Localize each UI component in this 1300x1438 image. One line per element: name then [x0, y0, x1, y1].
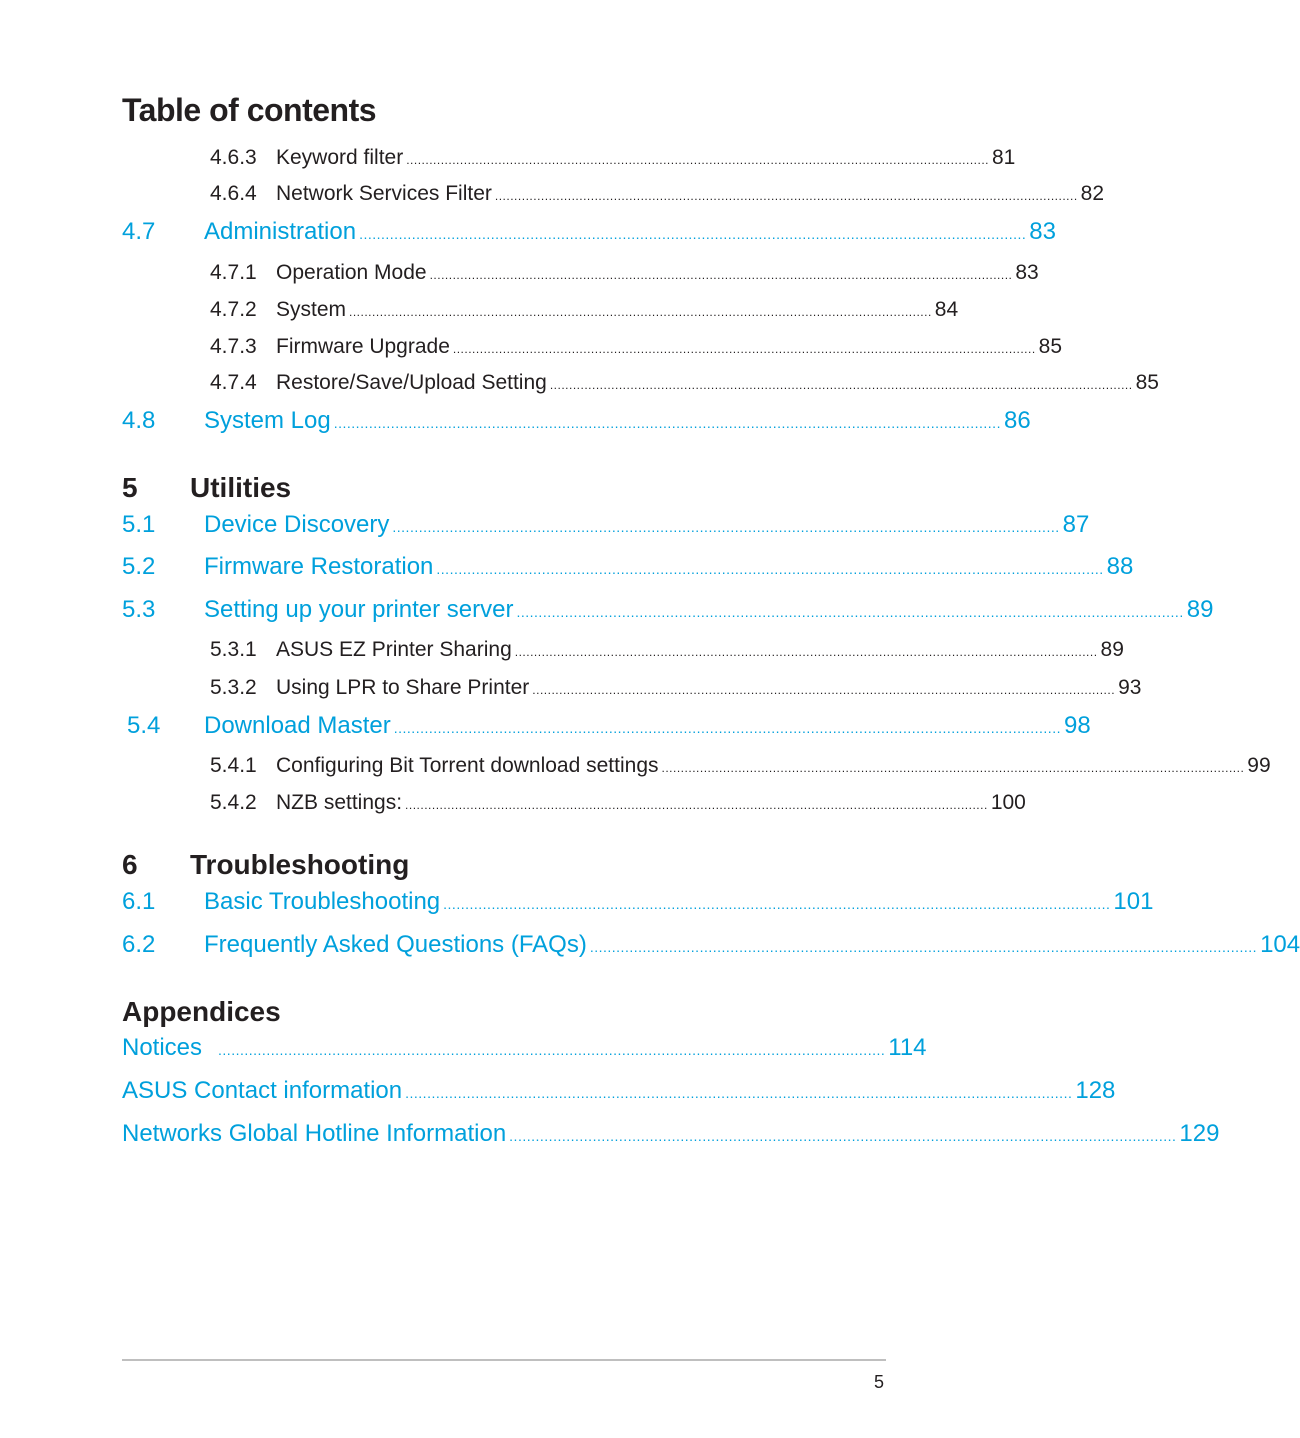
entry-number: 5.4.2 [210, 791, 257, 814]
entry-number: 5.1 [122, 511, 156, 538]
chapter-title: Utilities [190, 472, 292, 503]
entry-title: System Log [204, 407, 331, 434]
dot-leader: ........................................................................................................................................................ [452, 342, 1036, 356]
dot-leader: ........................................................................................................................................................ [218, 1042, 886, 1058]
entry-page: 93 [1118, 676, 1142, 699]
entry-title: Device Discovery [204, 511, 390, 538]
dot-leader: ........................................................................................................................................................ [406, 153, 989, 167]
entry-title: Frequently Asked Questions (FAQs) [204, 931, 587, 958]
dot-leader: ........................................................................................................................................................ [661, 761, 1245, 775]
entry-page: 86 [1003, 407, 1031, 434]
entry-number: 5.4 [127, 712, 161, 739]
dot-leader: ........................................................................................................................................................ [443, 896, 1111, 912]
entry-title: Notices [122, 1034, 203, 1061]
toc-entry-4-7-1[interactable] [0, 261, 1039, 291]
dot-leader: ........................................................................................................................................................ [589, 939, 1258, 955]
toc-entry-5-3-1[interactable] [0, 638, 1124, 668]
dot-leader: ........................................................................................................................................................ [349, 305, 932, 319]
entry-title: Administration [204, 218, 357, 245]
toc-entry-notices[interactable] [0, 1034, 954, 1064]
entry-page: 88 [1106, 553, 1134, 580]
toc-entry-4-6-3[interactable] [0, 146, 1016, 176]
dot-leader: ........................................................................................................................................................ [429, 268, 1013, 282]
entry-page: 82 [1080, 182, 1105, 205]
entry-page: 104 [1260, 931, 1300, 958]
dot-leader: ........................................................................................................................................................ [392, 519, 1060, 535]
toc-entry-5-4[interactable] [0, 712, 1091, 742]
entry-number: 5.3.2 [210, 676, 257, 699]
toc-entry-4-7-4[interactable] [0, 371, 1159, 401]
entry-number: 5.4.1 [210, 754, 257, 777]
page-number: 5 [874, 1372, 885, 1392]
entry-number: 4.7 [122, 218, 156, 245]
entry-number: 4.8 [122, 407, 156, 434]
entry-page: 89 [1100, 638, 1124, 661]
entry-number: 5.3 [122, 596, 156, 623]
toc-entry-5-3[interactable] [0, 596, 1214, 626]
entry-page: 85 [1038, 335, 1063, 358]
page-title: Table of contents [122, 92, 377, 128]
entry-number: 4.7.3 [210, 335, 257, 358]
toc-entry-5-3-2[interactable] [0, 676, 1142, 706]
entry-title: Operation Mode [276, 261, 427, 284]
toc-entry-5-2[interactable] [0, 553, 1134, 583]
dot-leader: ........................................................................................................................................................ [514, 645, 1098, 659]
entry-number: 6.1 [122, 888, 156, 915]
entry-page: 128 [1075, 1077, 1116, 1104]
toc-entry-4-7-2[interactable] [0, 298, 959, 328]
entry-title: Networks Global Hotline Information [122, 1120, 507, 1147]
entry-title: ASUS EZ Printer Sharing [276, 638, 512, 661]
dot-leader: ........................................................................................................................................................ [516, 604, 1184, 620]
toc-entry-5-4-2[interactable] [0, 791, 1026, 821]
dot-leader: ........................................................................................................................................................ [494, 189, 1078, 203]
footer-divider [122, 1359, 886, 1361]
dot-leader: ........................................................................................................................................................ [405, 1085, 1073, 1101]
dot-leader: ........................................................................................................................................................ [405, 798, 988, 812]
entry-title: Configuring Bit Torrent download settings [276, 754, 659, 777]
toc-entry-4-6-4[interactable] [0, 182, 1105, 212]
entry-title: Firmware Upgrade [276, 335, 450, 358]
entry-title: Basic Troubleshooting [204, 888, 441, 915]
dot-leader: ........................................................................................................................................................ [532, 683, 1116, 697]
entry-title: Firmware Restoration [204, 553, 434, 580]
entry-title: Download Master [204, 712, 391, 739]
entry-title: System [276, 298, 347, 321]
toc-entry-6-1[interactable] [0, 888, 1154, 918]
entry-page: 129 [1179, 1120, 1220, 1147]
entry-title: ASUS Contact information [122, 1077, 403, 1104]
entry-title: NZB settings: [276, 791, 403, 814]
entry-title: Using LPR to Share Printer [276, 676, 530, 699]
entry-page: 84 [934, 298, 959, 321]
dot-leader: ........................................................................................................................................................ [509, 1128, 1177, 1144]
toc-entry-4-7-3[interactable] [0, 335, 1063, 365]
entry-page: 87 [1062, 511, 1090, 538]
toc-entry-asus-contact[interactable] [0, 1077, 1116, 1107]
entry-page: 114 [888, 1034, 927, 1061]
entry-page: 83 [1015, 261, 1039, 284]
dot-leader: ........................................................................................................................................................ [333, 415, 1001, 431]
entry-number: 4.7.1 [210, 261, 257, 284]
entry-page: 85 [1135, 371, 1159, 394]
entry-number: 5.3.1 [210, 638, 257, 661]
appendices-heading: Appendices [122, 996, 281, 1027]
entry-page: 81 [991, 146, 1016, 169]
chapter-number: 5 [122, 472, 138, 503]
toc-entry-5-4-1[interactable] [0, 754, 1271, 784]
entry-number: 6.2 [122, 931, 156, 958]
entry-number: 4.7.2 [210, 298, 257, 321]
entry-number: 5.2 [122, 553, 156, 580]
entry-number: 4.6.4 [210, 182, 257, 205]
toc-entry-global-hotline[interactable] [0, 1120, 1220, 1150]
dot-leader: ........................................................................................................................................................ [549, 378, 1133, 392]
dot-leader: ........................................................................................................................................................ [393, 720, 1061, 736]
entry-number: 4.7.4 [210, 371, 257, 394]
entry-page: 101 [1113, 888, 1154, 915]
toc-entry-6-2[interactable] [0, 931, 1300, 961]
chapter-title: Troubleshooting [190, 849, 410, 880]
entry-title: Keyword filter [276, 146, 404, 169]
entry-number: 4.6.3 [210, 146, 257, 169]
toc-entry-4-7[interactable] [0, 218, 1056, 248]
entry-page: 83 [1029, 218, 1056, 245]
chapter-number: 6 [122, 849, 138, 880]
toc-entry-5-1[interactable] [0, 511, 1090, 541]
toc-entry-4-8[interactable] [0, 407, 1031, 437]
dot-leader: ........................................................................................................................................................ [359, 226, 1027, 242]
entry-title: Restore/Save/Upload Setting [276, 371, 547, 394]
dot-leader: ........................................................................................................................................................ [436, 561, 1104, 577]
entry-page: 89 [1186, 596, 1214, 623]
entry-page: 98 [1063, 712, 1091, 739]
entry-page: 100 [990, 791, 1026, 814]
entry-title: Setting up your printer server [204, 596, 514, 623]
entry-page: 99 [1247, 754, 1271, 777]
entry-title: Network Services Filter [276, 182, 492, 205]
